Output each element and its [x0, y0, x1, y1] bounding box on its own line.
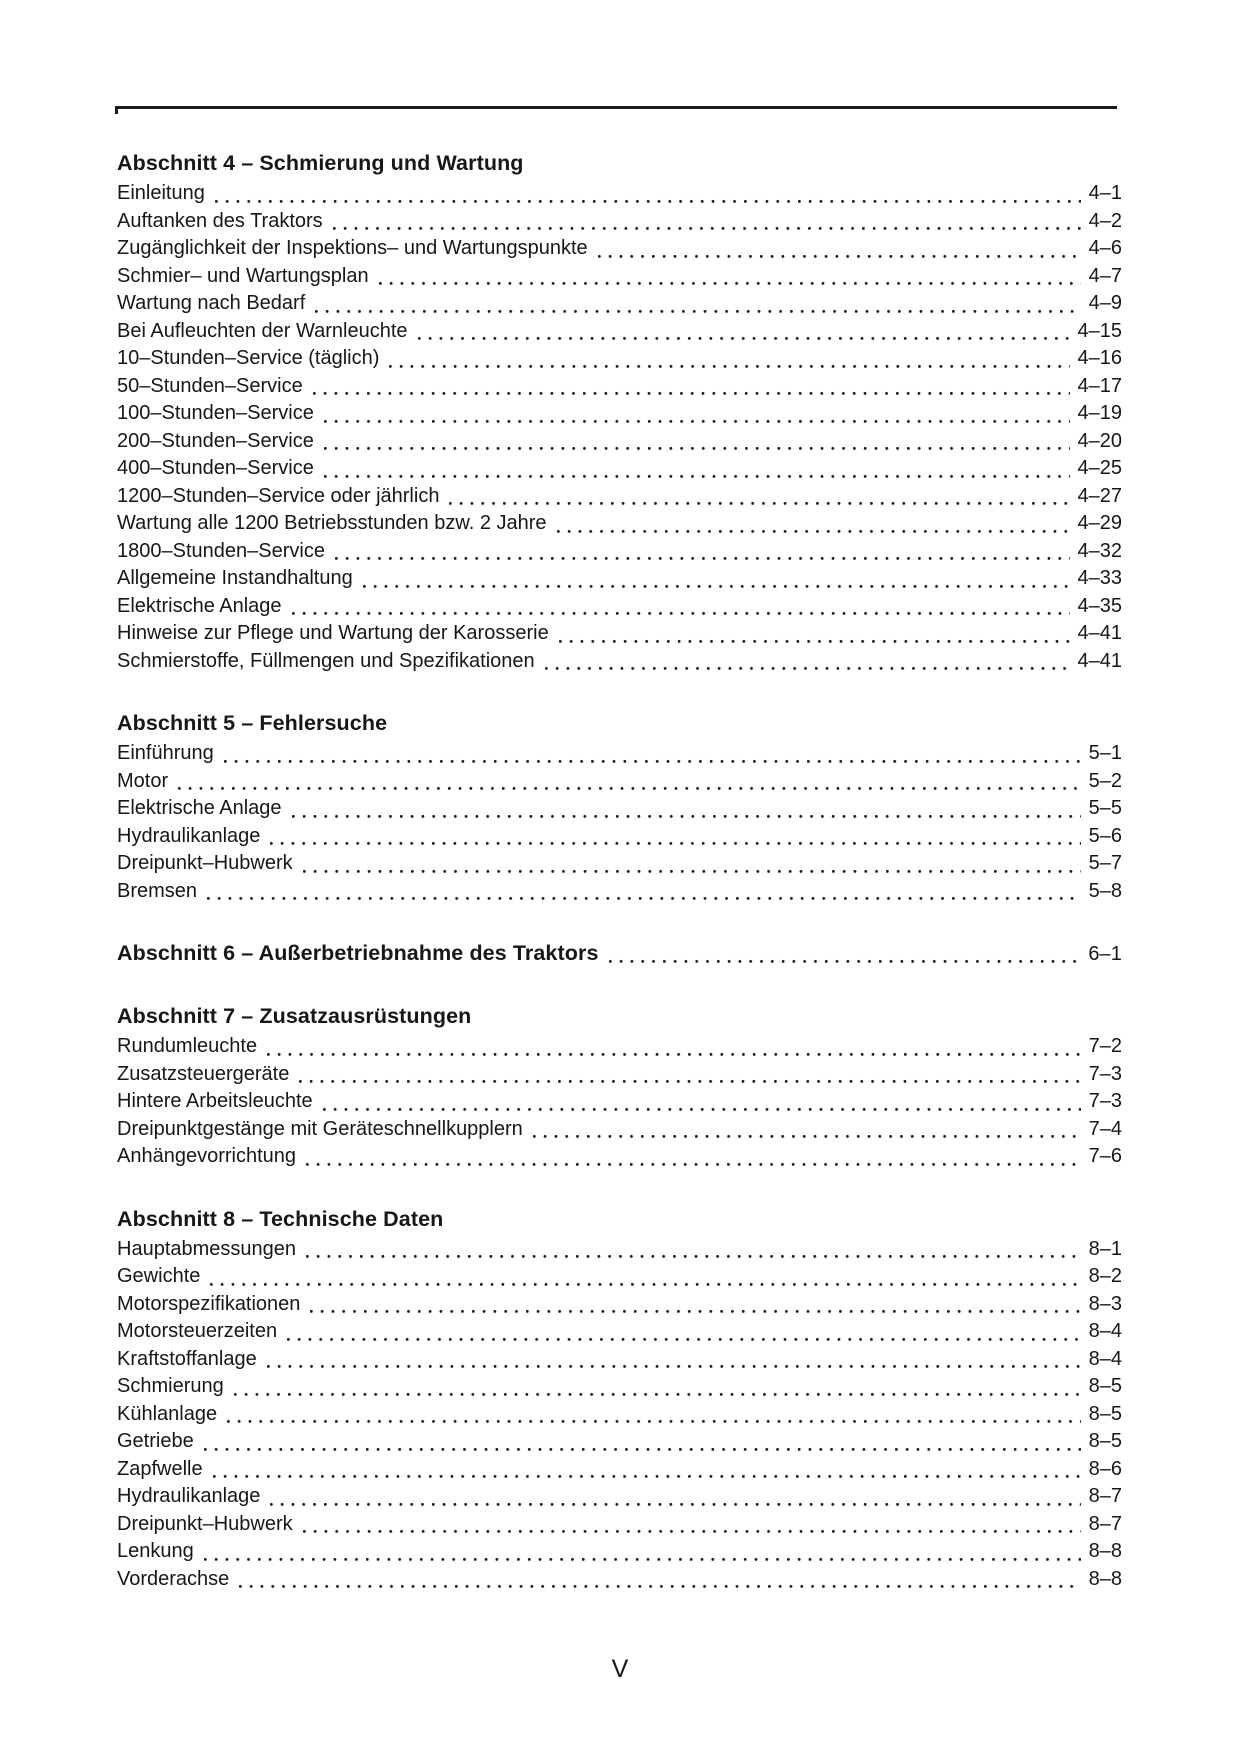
entry-label: 1200–Stunden–Service oder jährlich	[117, 484, 440, 507]
entry-page: 5–7	[1088, 852, 1122, 874]
toc-entry	[117, 1116, 1122, 1144]
entry-page: 7–4	[1088, 1117, 1122, 1140]
entry-page: 8–4	[1088, 1347, 1122, 1370]
toc-entry	[117, 1428, 1122, 1456]
entry-label: Schmierstoffe, Füllmengen und Spezifikationen	[117, 649, 535, 672]
entry-leader	[323, 1107, 1081, 1112]
toc-section	[117, 149, 1122, 675]
entry-leader	[389, 364, 1069, 369]
entry-label: Schmier– und Wartungsplan	[117, 264, 369, 287]
entry-list	[117, 740, 1122, 905]
entry-page: 8–7	[1088, 1485, 1122, 1507]
entry-page: 4–2	[1088, 209, 1122, 232]
toc-entry	[117, 318, 1122, 346]
entry-page: 8–5	[1088, 1402, 1122, 1425]
entry-label: Zusatzsteuergeräte	[117, 1062, 290, 1085]
entry-page: 8–1	[1088, 1237, 1122, 1260]
entry-leader	[292, 814, 1081, 819]
entry-leader	[315, 309, 1080, 314]
section-title: Abschnitt 4 – Schmierung und Wartung	[117, 151, 524, 175]
toc-entry	[117, 1318, 1122, 1346]
entry-leader	[557, 529, 1070, 534]
entry-label: Schmierung	[117, 1375, 224, 1397]
entry-page: 4–41	[1077, 622, 1122, 644]
entry-label: Einführung	[117, 742, 214, 764]
entry-label: 50–Stunden–Service	[117, 374, 303, 397]
toc-entry	[117, 1373, 1122, 1401]
section-heading-leader	[609, 959, 1081, 964]
toc-section	[117, 1002, 1122, 1171]
entry-label: Hinweise zur Pflege und Wartung der Karosserie	[117, 622, 549, 644]
entry-label: Kraftstoffanlage	[117, 1347, 257, 1370]
entry-leader	[310, 1309, 1080, 1314]
toc	[117, 149, 1122, 1593]
entry-leader	[239, 1584, 1080, 1589]
entry-label: Dreipunkt–Hubwerk	[117, 1512, 293, 1535]
toc-entry	[117, 1236, 1122, 1264]
entry-page: 8–2	[1088, 1265, 1122, 1287]
entry-page: 8–5	[1088, 1375, 1122, 1397]
section-title: Abschnitt 8 – Technische Daten	[117, 1206, 444, 1231]
entry-page: 4–33	[1077, 567, 1122, 589]
entry-page: 4–25	[1077, 457, 1122, 479]
entry-leader	[449, 501, 1069, 506]
toc-entry	[117, 235, 1122, 263]
entry-leader	[306, 1162, 1081, 1167]
entry-page: 8–6	[1088, 1457, 1122, 1480]
entry-page: 8–7	[1088, 1512, 1122, 1535]
entry-leader	[533, 1134, 1081, 1139]
entry-leader	[178, 786, 1081, 791]
entry-page: 4–7	[1088, 264, 1122, 287]
entry-leader	[207, 896, 1081, 901]
entry-page: 5–1	[1088, 742, 1122, 764]
toc-section	[117, 939, 1122, 968]
toc-entry	[117, 1346, 1122, 1374]
entry-leader	[335, 556, 1070, 561]
toc-entry	[117, 1538, 1122, 1566]
entry-page: 7–3	[1088, 1090, 1122, 1112]
entry-label: Rundumleuchte	[117, 1035, 258, 1057]
toc-entry	[117, 620, 1122, 648]
entry-label: 100–Stunden–Service	[117, 402, 314, 424]
entry-label: Elektrische Anlage	[117, 797, 282, 819]
toc-entry	[117, 208, 1122, 236]
toc-entry	[117, 538, 1122, 566]
entry-label: Lenkung	[117, 1540, 194, 1562]
entry-leader	[324, 419, 1070, 424]
entry-label: Motorsteuerzeiten	[117, 1320, 278, 1342]
entry-leader	[303, 869, 1081, 874]
toc-entry	[117, 455, 1122, 483]
entry-leader	[598, 254, 1081, 259]
toc-entry	[117, 565, 1122, 593]
entry-label: Getriebe	[117, 1430, 194, 1452]
entry-label: Auftanken des Traktors	[117, 209, 323, 232]
toc-section	[117, 1205, 1122, 1594]
toc-entry	[117, 593, 1122, 621]
entry-page: 4–16	[1077, 347, 1122, 369]
toc-entry	[117, 878, 1122, 906]
entry-leader	[306, 1254, 1081, 1259]
entry-label: Bremsen	[117, 879, 198, 902]
toc-entry	[117, 373, 1122, 401]
entry-page: 4–9	[1088, 292, 1122, 314]
entry-page: 4–20	[1077, 429, 1122, 452]
entry-list	[117, 180, 1122, 675]
entry-label: Bei Aufleuchten der Warnleuchte	[117, 319, 408, 342]
entry-page: 4–1	[1088, 182, 1122, 204]
entry-page: 4–27	[1077, 484, 1122, 507]
entry-label: Zapfwelle	[117, 1457, 203, 1480]
toc-entry	[117, 428, 1122, 456]
toc-entry	[117, 510, 1122, 538]
toc-entry	[117, 1456, 1122, 1484]
entry-label: 10–Stunden–Service (täglich)	[117, 347, 380, 369]
entry-leader	[545, 666, 1070, 671]
entry-leader	[204, 1447, 1081, 1452]
toc-entry	[117, 263, 1122, 291]
entry-page: 4–29	[1077, 512, 1122, 534]
entry-page: 8–4	[1088, 1320, 1122, 1342]
entry-leader	[379, 281, 1081, 286]
entry-page: 4–35	[1077, 594, 1122, 617]
toc-entry	[117, 648, 1122, 676]
section-heading-row	[117, 1002, 1122, 1030]
entry-page: 5–2	[1088, 769, 1122, 792]
entry-label: Anhängevorrichtung	[117, 1145, 297, 1167]
toc-entry	[117, 1401, 1122, 1429]
entry-leader	[204, 1557, 1081, 1562]
toc-entry	[117, 180, 1122, 208]
entry-page: 4–6	[1088, 237, 1122, 259]
section-title: Abschnitt 6 – Außerbetriebnahme des Traktors	[117, 941, 599, 965]
entry-page: 4–17	[1077, 374, 1122, 397]
entry-label: Hauptabmessungen	[117, 1237, 297, 1260]
toc-entry	[117, 740, 1122, 768]
entry-leader	[287, 1337, 1081, 1342]
entry-page: 7–6	[1088, 1145, 1122, 1167]
entry-leader	[215, 199, 1081, 204]
footer-page-number: V	[611, 1655, 629, 1683]
entry-label: 200–Stunden–Service	[117, 429, 314, 452]
entry-page: 5–8	[1088, 879, 1122, 902]
section-title: Abschnitt 7 – Zusatzausrüstungen	[117, 1004, 472, 1028]
entry-page: 4–32	[1077, 539, 1122, 562]
entry-label: 400–Stunden–Service	[117, 457, 314, 479]
entry-label: Dreipunkt–Hubwerk	[117, 852, 293, 874]
entry-leader	[227, 1419, 1081, 1424]
entry-page: 4–15	[1077, 319, 1122, 342]
toc-entry	[117, 1511, 1122, 1539]
entry-list	[117, 1236, 1122, 1594]
entry-page: 5–6	[1088, 824, 1122, 847]
section-heading-row	[117, 939, 1122, 968]
section-heading-row	[117, 1205, 1122, 1233]
toc-entry	[117, 1143, 1122, 1171]
toc-entry	[117, 1033, 1122, 1061]
toc-entry	[117, 1566, 1122, 1594]
entry-label: Hydraulikanlage	[117, 824, 261, 847]
entry-page: 8–8	[1088, 1540, 1122, 1562]
entry-label: 1800–Stunden–Service	[117, 539, 325, 562]
entry-leader	[234, 1392, 1081, 1397]
entry-label: Vorderachse	[117, 1567, 230, 1590]
entry-leader	[267, 1052, 1081, 1057]
entry-page: 4–41	[1077, 649, 1122, 672]
entry-label: Hintere Arbeitsleuchte	[117, 1090, 313, 1112]
toc-entry	[117, 795, 1122, 823]
toc-entry	[117, 290, 1122, 318]
entry-list	[117, 1033, 1122, 1171]
entry-page: 8–3	[1088, 1292, 1122, 1315]
entry-leader	[270, 1502, 1080, 1507]
entry-page: 8–5	[1088, 1430, 1122, 1452]
toc-entry	[117, 1483, 1122, 1511]
entry-label: Gewichte	[117, 1265, 201, 1287]
entry-page: 4–19	[1077, 402, 1122, 424]
toc-entry	[117, 823, 1122, 851]
toc-entry	[117, 1263, 1122, 1291]
entry-leader	[363, 584, 1070, 589]
toc-entry	[117, 345, 1122, 373]
entry-leader	[299, 1079, 1080, 1084]
entry-page: 5–5	[1088, 797, 1122, 819]
toc-entry	[117, 483, 1122, 511]
toc-entry	[117, 400, 1122, 428]
entry-label: Allgemeine Instandhaltung	[117, 567, 353, 589]
toc-entry	[117, 1291, 1122, 1319]
entry-label: Kühlanlage	[117, 1402, 218, 1425]
entry-label: Hydraulikanlage	[117, 1485, 261, 1507]
entry-label: Wartung alle 1200 Betriebsstunden bzw. 2 Jahre	[117, 512, 547, 534]
section-heading-row	[117, 149, 1122, 177]
section-heading-page: 6–1	[1088, 943, 1122, 965]
entry-leader	[324, 474, 1070, 479]
entry-label: Wartung nach Bedarf	[117, 292, 306, 314]
entry-leader	[267, 1364, 1081, 1369]
entry-leader	[224, 759, 1081, 764]
entry-page: 7–2	[1088, 1035, 1122, 1057]
toc-entry	[117, 1088, 1122, 1116]
entry-page: 8–8	[1088, 1567, 1122, 1590]
entry-label: Einleitung	[117, 182, 205, 204]
toc-entry	[117, 768, 1122, 796]
entry-leader	[313, 391, 1070, 396]
entry-label: Motor	[117, 769, 169, 792]
entry-leader	[418, 336, 1070, 341]
entry-leader	[213, 1474, 1081, 1479]
entry-label: Motorspezifikationen	[117, 1292, 301, 1315]
section-heading-row	[117, 709, 1122, 737]
entry-leader	[333, 226, 1081, 231]
entry-leader	[270, 841, 1080, 846]
entry-leader	[303, 1529, 1081, 1534]
toc-entry	[117, 1061, 1122, 1089]
entry-leader	[559, 639, 1070, 644]
entry-leader	[292, 611, 1070, 616]
toc-section	[117, 709, 1122, 905]
entry-label: Zugänglichkeit der Inspektions– und Wartungspunkte	[117, 237, 588, 259]
section-title: Abschnitt 5 – Fehlersuche	[117, 711, 388, 735]
entry-page: 7–3	[1088, 1062, 1122, 1085]
entry-label: Dreipunktgestänge mit Geräteschnellkupplern	[117, 1117, 523, 1140]
entry-leader	[210, 1282, 1080, 1287]
entry-leader	[324, 446, 1070, 451]
toc-entry	[117, 850, 1122, 878]
entry-label: Elektrische Anlage	[117, 594, 282, 617]
header-rule	[116, 106, 1117, 109]
